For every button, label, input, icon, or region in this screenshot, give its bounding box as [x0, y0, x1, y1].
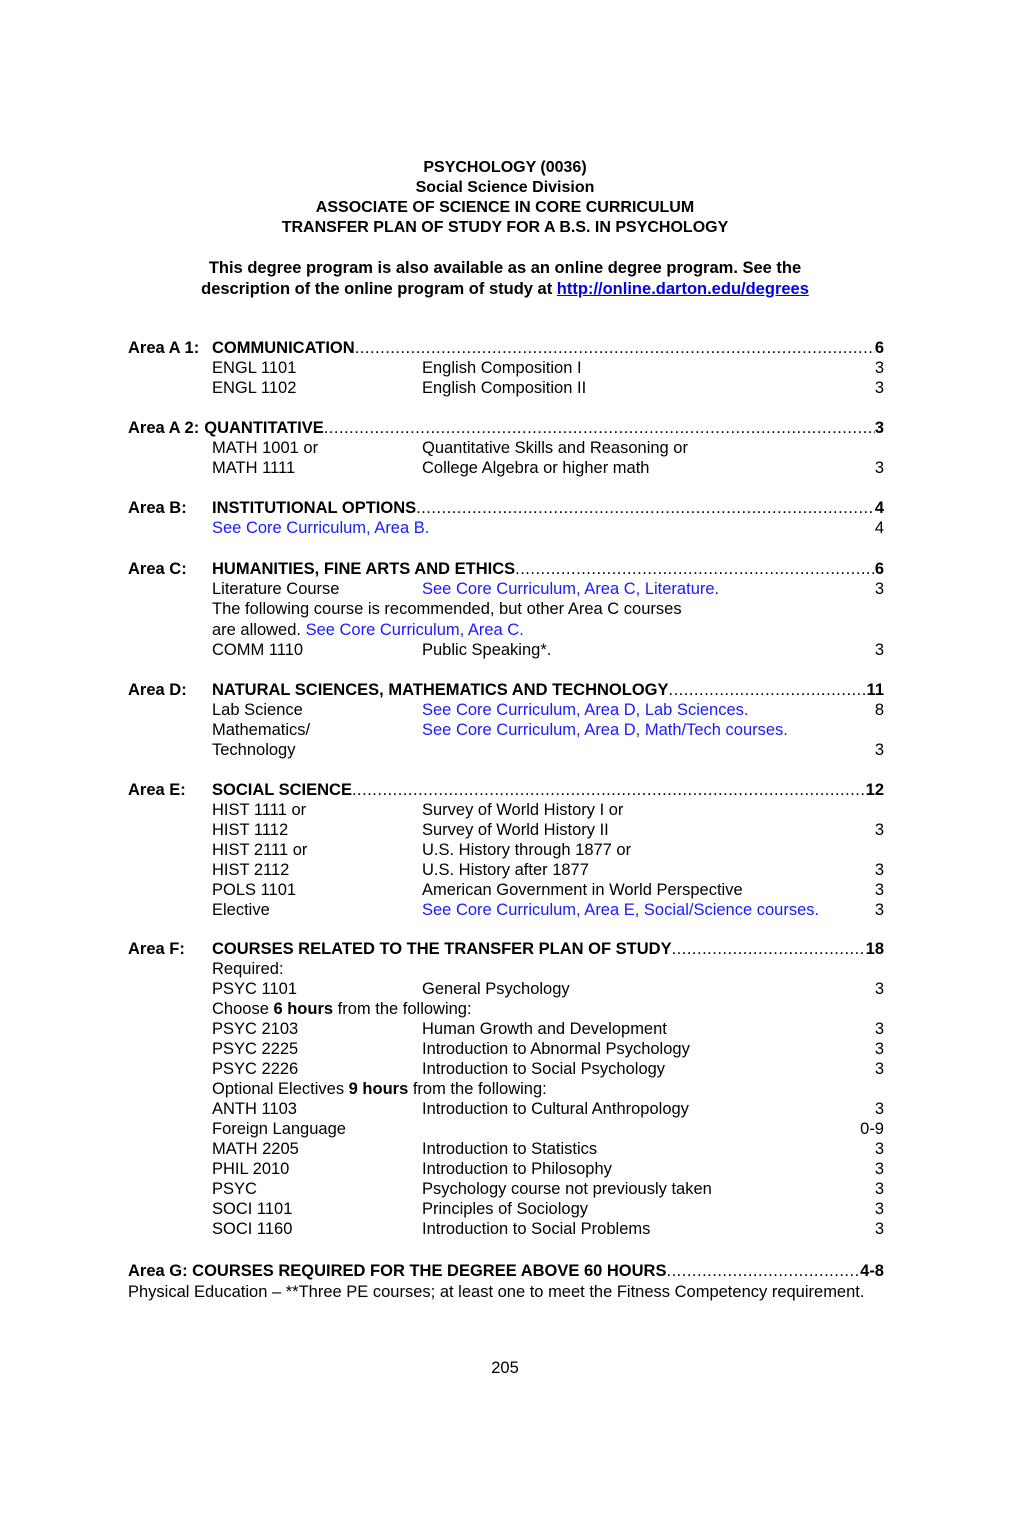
- area-d-label: Area D:: [128, 681, 187, 699]
- course-code: MATH 1001 or: [212, 439, 319, 457]
- course-title: Psychology course not previously taken: [422, 1180, 712, 1198]
- course-code: COMM 1110: [212, 641, 304, 659]
- course-code: HIST 1112: [212, 821, 289, 839]
- area-e-hours: 12: [865, 781, 884, 799]
- course-hours: 3: [874, 1160, 884, 1178]
- course-code: HIST 2111 or: [212, 841, 308, 859]
- area-d-hours: 11: [866, 681, 884, 699]
- area-a1-hours: 6: [874, 339, 884, 357]
- course-code: SOCI 1101: [212, 1200, 293, 1218]
- course-code: HIST 2112: [212, 861, 290, 879]
- choose-instruction: [212, 999, 472, 1019]
- course-title: Human Growth and Development: [422, 1020, 667, 1038]
- course-hours: 4: [874, 519, 884, 537]
- optional-instruction: [212, 1079, 547, 1099]
- program-title: PSYCHOLOGY (0036): [423, 159, 587, 176]
- course-title: U.S. History through 1877 or: [422, 841, 632, 859]
- opt-hours: 9 hours: [348, 1080, 409, 1098]
- area-a1-title-row: [212, 338, 884, 358]
- area-g-title: Area G: COURSES REQUIRED FOR THE DEGREE ABOVE 60 HOURS: [128, 1262, 667, 1280]
- course-code: Foreign Language: [212, 1120, 346, 1138]
- course-hours: 3: [874, 821, 884, 839]
- course-code: Elective: [212, 901, 270, 919]
- plan-title: TRANSFER PLAN OF STUDY FOR A B.S. IN PSYCHOLOGY: [281, 219, 729, 236]
- division-title: Social Science Division: [415, 179, 595, 196]
- course-hours: 3: [874, 861, 884, 879]
- area-d-title-row: [212, 680, 884, 700]
- course-title: Survey of World History I or: [422, 801, 624, 819]
- course-title: English Composition I: [422, 359, 582, 377]
- area-e-title: SOCIAL SCIENCE: [212, 781, 352, 799]
- course-hours: 8: [874, 701, 884, 719]
- area-a2-hours: 3: [874, 419, 884, 437]
- course-title: Quantitative Skills and Reasoning or: [422, 439, 688, 457]
- course-hours: 3: [874, 741, 884, 759]
- course-hours: 3: [874, 901, 884, 919]
- course-code: PSYC 2103: [212, 1020, 299, 1038]
- course-hours: 3: [874, 1100, 884, 1118]
- area-a1-title: COMMUNICATION: [212, 339, 355, 357]
- course-hours: 3: [874, 1040, 884, 1058]
- course-code: Literature Course: [212, 580, 340, 598]
- intro-line-2: [0, 279, 1010, 300]
- page-number: 205: [491, 1359, 519, 1377]
- course-title: Introduction to Abnormal Psychology: [422, 1040, 690, 1058]
- course-code: Technology: [212, 741, 296, 759]
- area-e-elective-link[interactable]: See Core Curriculum, Area E, Social/Science courses.: [422, 901, 820, 919]
- course-code: Mathematics/: [212, 721, 311, 739]
- intro-text: description of the online program of study at: [201, 280, 557, 298]
- area-c-label: Area C:: [128, 560, 187, 578]
- opt-post: from the following:: [408, 1080, 547, 1098]
- area-c-title: HUMANITIES, FINE ARTS AND ETHICS: [212, 560, 516, 578]
- area-c-hours: 6: [874, 560, 884, 578]
- course-hours: 3: [874, 1140, 884, 1158]
- course-title: Introduction to Philosophy: [422, 1160, 612, 1178]
- area-b-title: INSTITUTIONAL OPTIONS: [212, 499, 417, 517]
- area-a1-label: Area A 1:: [128, 339, 200, 357]
- area-g-note: Physical Education – **Three PE courses; at least one to meet the Fitness Competency requirement.: [128, 1283, 865, 1301]
- course-code: PHIL 2010: [212, 1160, 290, 1178]
- area-c-link[interactable]: See Core Curriculum, Area C.: [305, 621, 524, 639]
- area-c-title-row: [212, 559, 884, 579]
- choose-post: from the following:: [333, 1000, 472, 1018]
- area-d-math-link[interactable]: See Core Curriculum, Area D, Math/Tech courses.: [422, 721, 788, 739]
- course-code: MATH 2205: [212, 1140, 299, 1158]
- course-title: Introduction to Statistics: [422, 1140, 598, 1158]
- dot-leader: [669, 680, 867, 700]
- dot-leader: [355, 338, 875, 358]
- area-b-hours: 4: [874, 499, 884, 517]
- course-title: Introduction to Cultural Anthropology: [422, 1100, 689, 1118]
- dot-leader: [666, 1261, 860, 1281]
- course-code: PSYC: [212, 1180, 257, 1198]
- course-code: ANTH 1103: [212, 1100, 297, 1118]
- course-title: Introduction to Social Psychology: [422, 1060, 666, 1078]
- course-hours: 3: [874, 881, 884, 899]
- course-hours: 3: [874, 1200, 884, 1218]
- course-title: Public Speaking*.: [422, 641, 552, 659]
- degree-title: ASSOCIATE OF SCIENCE IN CORE CURRICULUM: [315, 199, 695, 216]
- course-title: Principles of Sociology: [422, 1200, 588, 1218]
- course-title: U.S. History after 1877: [422, 861, 589, 879]
- course-title: Introduction to Social Problems: [422, 1220, 651, 1238]
- area-g-hours: 4-8: [860, 1262, 884, 1280]
- course-code: HIST 1111 or: [212, 801, 307, 819]
- area-c-note-text: are allowed.: [212, 621, 306, 639]
- opt-pre: Optional Electives: [212, 1080, 349, 1098]
- area-f-hours: 18: [865, 940, 884, 958]
- course-code: PSYC 2226: [212, 1060, 299, 1078]
- course-hours: 3: [874, 1220, 884, 1238]
- area-f-title: COURSES RELATED TO THE TRANSFER PLAN OF STUDY: [212, 940, 672, 958]
- course-title: College Algebra or higher math: [422, 459, 650, 477]
- dot-leader: [416, 498, 875, 518]
- course-title: American Government in World Perspective: [422, 881, 743, 899]
- dot-leader: [672, 939, 866, 959]
- required-label: Required:: [212, 960, 284, 978]
- area-b-label: Area B:: [128, 499, 187, 517]
- course-title: Survey of World History II: [422, 821, 609, 839]
- course-hours: 0-9: [860, 1120, 884, 1138]
- area-d-title: NATURAL SCIENCES, MATHEMATICS AND TECHNOLOGY: [212, 681, 669, 699]
- area-b-link[interactable]: See Core Curriculum, Area B.: [212, 519, 430, 537]
- course-hours: 3: [874, 1060, 884, 1078]
- online-degrees-link[interactable]: http://online.darton.edu/degrees: [556, 280, 809, 298]
- area-e-title-row: [212, 780, 884, 800]
- area-f-title-row: [212, 939, 884, 959]
- course-code: ENGL 1102: [212, 379, 297, 397]
- course-title: English Composition II: [422, 379, 587, 397]
- choose-pre: Choose: [212, 1000, 274, 1018]
- choose-hours: 6 hours: [273, 1000, 334, 1018]
- course-title: General Psychology: [422, 980, 570, 998]
- area-c-note: The following course is recommended, but other Area C courses: [212, 600, 682, 618]
- course-code: PSYC 2225: [212, 1040, 299, 1058]
- dot-leader: [324, 418, 875, 438]
- area-c-note-2: [212, 620, 524, 640]
- area-e-label: Area E:: [128, 781, 186, 799]
- course-code: ENGL 1101: [212, 359, 297, 377]
- dot-leader: [515, 559, 875, 579]
- area-a2-label: Area A 2:: [128, 419, 200, 437]
- course-hours: 3: [874, 359, 884, 377]
- course-hours: 3: [874, 379, 884, 397]
- course-code: SOCI 1160: [212, 1220, 293, 1238]
- course-hours: 3: [874, 459, 884, 477]
- area-f-label: Area F:: [128, 940, 185, 958]
- course-code: POLS 1101: [212, 881, 297, 899]
- course-code: Lab Science: [212, 701, 303, 719]
- course-hours: 3: [874, 580, 884, 598]
- area-d-lab-link[interactable]: See Core Curriculum, Area D, Lab Sciences.: [422, 701, 749, 719]
- dot-leader: [352, 780, 866, 800]
- course-hours: 3: [874, 641, 884, 659]
- area-b-title-row: [212, 498, 884, 518]
- intro-line-1: This degree program is also available as an online degree program. See the: [208, 259, 802, 277]
- area-a2-title-row: [128, 418, 884, 438]
- course-hours: 3: [874, 980, 884, 998]
- area-a2-title: QUANTITATIVE: [204, 419, 324, 437]
- course-hours: 3: [874, 1180, 884, 1198]
- area-c-literature-link[interactable]: See Core Curriculum, Area C, Literature.: [422, 580, 720, 598]
- area-g-title-row: [128, 1261, 884, 1281]
- course-hours: 3: [874, 1020, 884, 1038]
- course-code: MATH 1111: [212, 459, 296, 477]
- course-code: PSYC 1101: [212, 980, 297, 998]
